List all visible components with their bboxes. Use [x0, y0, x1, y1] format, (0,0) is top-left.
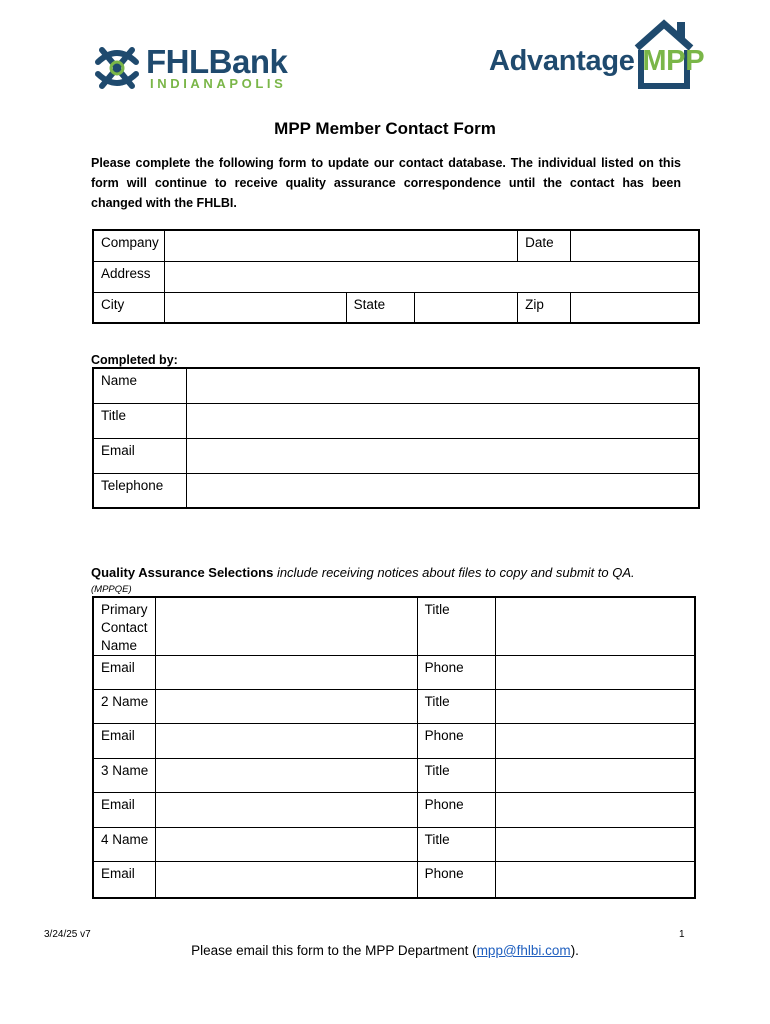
qa-3-title-field[interactable] — [496, 759, 695, 793]
qa-primary-phone-label: Phone — [424, 660, 464, 675]
qa-3-name-field[interactable] — [156, 759, 418, 793]
qa-primary-name-field[interactable] — [156, 597, 418, 656]
qa-table — [92, 596, 696, 899]
qa-3-email-label-cell — [93, 793, 156, 828]
qa-4-phone-label: Phone — [424, 866, 464, 881]
qa-heading-bold: Quality Assurance Selections — [91, 565, 274, 580]
qa-2-name-label-cell — [93, 690, 156, 724]
qa-3-title-label: Title — [424, 763, 450, 778]
mpp-email-link[interactable]: mpp@fhlbi.com — [476, 943, 571, 958]
footer-note — [0, 942, 770, 960]
qa-2-title-field[interactable] — [496, 690, 695, 724]
qa-3-name-label-cell — [93, 759, 156, 793]
qa-4-name-field[interactable] — [156, 828, 418, 862]
qa-4-phone-label-cell — [417, 862, 496, 898]
qa-3-phone-field[interactable] — [496, 793, 695, 828]
qa-code: (MPPQE) — [91, 584, 132, 595]
advantage-logo-text: Advantage — [489, 45, 635, 77]
cb-telephone-field[interactable] — [187, 473, 699, 508]
city-label-cell — [93, 292, 165, 323]
state-field[interactable] — [414, 292, 518, 323]
completed-by-table — [92, 367, 700, 509]
fhlbank-logo-mark — [92, 42, 142, 94]
qa-primary-phone-label-cell — [417, 656, 496, 690]
advantage-mpp-logo — [489, 44, 704, 78]
qa-heading — [91, 565, 635, 581]
form-intro: Please complete the following form to update our contact database. The individual listed on this form will continue to receive quality assurance correspondence until the contact has been changed with the FHLBI. — [91, 156, 681, 210]
qa-4-email-label: Email — [101, 866, 135, 881]
qa-primary-title-label: Title — [424, 602, 450, 617]
cb-telephone-label: Telephone — [101, 477, 164, 493]
cb-name-field[interactable] — [187, 368, 699, 403]
qa-3-title-label-cell — [417, 759, 496, 793]
zip-label-cell — [518, 292, 571, 323]
date-label-cell — [518, 230, 571, 261]
cb-telephone-label-cell — [93, 473, 187, 508]
qa-primary-email-label-cell — [93, 656, 156, 690]
qa-primary-label: Primary Contact Name — [101, 602, 148, 653]
address-label: Address — [101, 265, 151, 281]
address-label-cell — [93, 261, 165, 292]
qa-4-title-label: Title — [424, 832, 450, 847]
qa-2-name-field[interactable] — [156, 690, 418, 724]
company-table — [92, 229, 700, 324]
city-field[interactable] — [165, 292, 346, 323]
qa-2-email-field[interactable] — [156, 724, 418, 759]
footer-version: 3/24/25 v7 — [44, 929, 91, 940]
qa-4-email-label-cell — [93, 862, 156, 898]
address-field[interactable] — [165, 261, 699, 292]
qa-2-title-label-cell — [417, 690, 496, 724]
qa-primary-title-field[interactable] — [496, 597, 695, 656]
qa-2-title-label: Title — [424, 694, 450, 709]
qa-2-phone-field[interactable] — [496, 724, 695, 759]
qa-3-email-label: Email — [101, 797, 135, 812]
cb-email-field[interactable] — [187, 438, 699, 473]
cb-name-label: Name — [101, 373, 138, 388]
date-label: Date — [525, 235, 554, 250]
qa-3-phone-label: Phone — [424, 797, 464, 812]
fhlbank-logo-subtitle: INDIANAPOLIS — [150, 76, 287, 91]
qa-2-name-label: 2 Name — [101, 694, 149, 709]
qa-4-title-label-cell — [417, 828, 496, 862]
mpp-logo-text: MPP — [642, 45, 705, 77]
cb-title-label-cell — [93, 403, 187, 438]
cb-email-label-cell — [93, 438, 187, 473]
zip-field[interactable] — [571, 292, 699, 323]
date-field[interactable] — [571, 230, 699, 261]
qa-4-phone-field[interactable] — [496, 862, 695, 898]
qa-2-email-label-cell — [93, 724, 156, 759]
qa-4-email-field[interactable] — [156, 862, 418, 898]
cb-name-label-cell — [93, 368, 187, 403]
qa-3-name-label: 3 Name — [101, 763, 149, 778]
cb-title-label: Title — [101, 407, 127, 423]
qa-2-phone-label: Phone — [424, 728, 464, 743]
footer-note-prefix: Please email this form to the MPP Department ( — [191, 943, 477, 958]
city-label: City — [101, 296, 125, 312]
qa-primary-title-label-cell — [417, 597, 496, 656]
form-title: MPP Member Contact Form — [274, 119, 496, 138]
qa-primary-email-field[interactable] — [156, 656, 418, 690]
state-label: State — [353, 296, 386, 312]
cb-title-field[interactable] — [187, 403, 699, 438]
qa-heading-italic: include receiving notices about files to copy and submit to QA. — [276, 565, 635, 580]
qa-3-email-field[interactable] — [156, 793, 418, 828]
qa-primary-phone-field[interactable] — [496, 656, 695, 690]
company-label-cell — [93, 230, 165, 261]
footer-note-suffix: ). — [570, 943, 579, 958]
qa-2-phone-label-cell — [417, 724, 496, 759]
footer-page-number: 1 — [679, 929, 685, 940]
state-label-cell — [346, 292, 414, 323]
fhlbank-logo-text: FHLBank — [146, 43, 288, 80]
qa-4-title-field[interactable] — [496, 828, 695, 862]
company-label: Company — [101, 235, 159, 250]
qa-primary-email-label: Email — [101, 660, 135, 675]
company-field[interactable] — [165, 230, 518, 261]
completed-by-heading: Completed by: — [91, 353, 178, 367]
qa-2-email-label: Email — [101, 728, 135, 743]
qa-primary-label-cell — [93, 597, 156, 656]
cb-email-label: Email — [101, 442, 135, 458]
zip-label: Zip — [525, 296, 544, 312]
qa-4-name-label: 4 Name — [101, 832, 149, 847]
qa-4-name-label-cell — [93, 828, 156, 862]
qa-3-phone-label-cell — [417, 793, 496, 828]
